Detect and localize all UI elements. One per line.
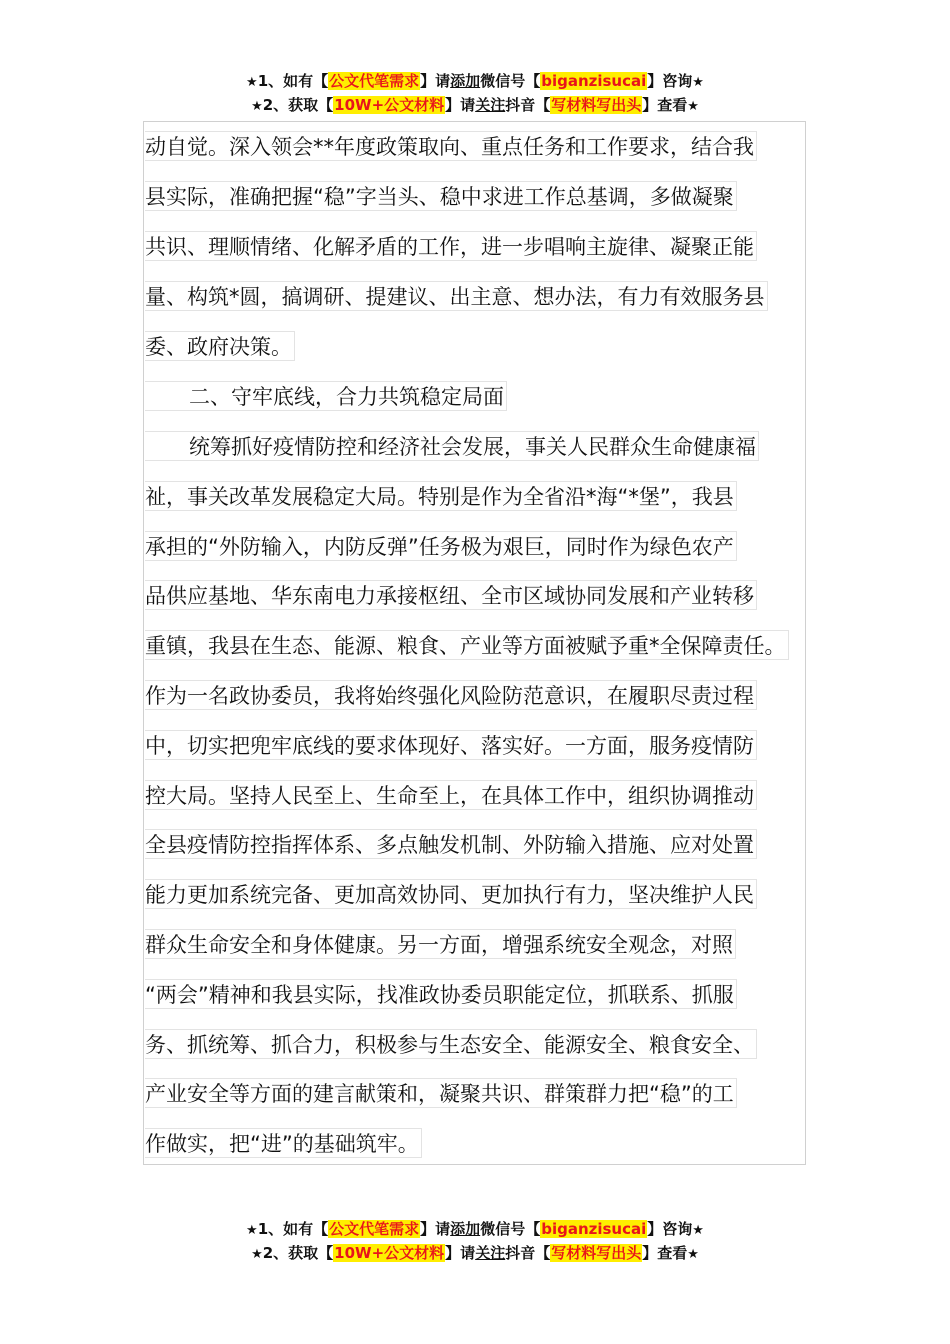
star-icon: ★	[687, 1247, 699, 1262]
star-icon: ★	[251, 99, 263, 114]
banner-line-1	[0, 70, 950, 94]
banner-text: 抖音【	[505, 96, 551, 114]
underlined-text: 添加	[450, 1220, 481, 1238]
banner-line-2	[0, 94, 950, 118]
section-heading: 二、守牢底线，合力共筑稳定局面	[145, 381, 507, 411]
banner-text: 微信号【	[480, 1220, 541, 1238]
body-line: 县实际，准确把握“稳”字当头、稳中求进工作总基调，多做凝聚	[145, 181, 737, 211]
body-line: 作为一名政协委员，我将始终强化风险防范意识，在履职尽责过程	[145, 680, 757, 710]
banner-text: 2、获取【	[262, 1244, 334, 1262]
body-line: 委、政府决策。	[145, 331, 295, 361]
banner-text: 抖音【	[505, 1244, 551, 1262]
highlight-text: 公文代笔需求	[329, 1220, 420, 1238]
douyin-name: 写材料写出头	[551, 1244, 642, 1262]
star-icon: ★	[246, 1223, 258, 1238]
body-line: 共识、理顺情绪、化解矛盾的工作，进一步唱响主旋律、凝聚正能	[145, 231, 757, 261]
body-line: 群众生命安全和身体健康。另一方面，增强系统安全观念，对照	[145, 929, 736, 959]
banner-text: 】请	[420, 72, 451, 90]
body-line: 承担的“外防输入，内防反弹”任务极为艰巨，同时作为绿色农产	[145, 531, 737, 561]
body-line: 全县疫情防控指挥体系、多点触发机制、外防输入措施、应对处置	[145, 829, 757, 859]
banner-line-1	[0, 1218, 950, 1242]
underlined-text: 关注	[475, 96, 506, 114]
wechat-id: biganzisucai	[541, 72, 647, 90]
highlight-text: 公文代笔需求	[329, 72, 420, 90]
body-line: 能力更加系统完备、更加高效协同、更加执行有力，坚决维护人民	[145, 879, 757, 909]
body-line: 控大局。坚持人民至上、生命至上，在具体工作中，组织协调推动	[145, 780, 757, 810]
star-icon: ★	[687, 99, 699, 114]
body-line: 品供应基地、华东南电力承接枢纽、全市区域协同发展和产业转移	[145, 580, 757, 610]
banner-line-2	[0, 1242, 950, 1266]
banner-text: 】请	[420, 1220, 451, 1238]
banner-text: 微信号【	[480, 72, 541, 90]
star-icon: ★	[692, 75, 704, 90]
body-line: 重镇，我县在生态、能源、粮食、产业等方面被赋予重*全保障责任。	[145, 630, 789, 660]
highlight-text: 10W+公文材料	[334, 1244, 445, 1262]
body-line: “两会”精神和我县实际，找准政协委员职能定位，抓联系、抓服	[145, 979, 737, 1009]
banner-text: 】查看	[642, 96, 688, 114]
body-line: 作做实，把“进”的基础筑牢。	[145, 1128, 422, 1158]
banner-text: 】请	[445, 96, 476, 114]
body-line: 务、抓统筹、抓合力，积极参与生态安全、能源安全、粮食安全、	[145, 1029, 757, 1059]
banner-text: 2、获取【	[262, 96, 334, 114]
underlined-text: 关注	[475, 1244, 506, 1262]
banner-text: 】请	[445, 1244, 476, 1262]
top-banner	[0, 70, 950, 118]
highlight-text: 10W+公文材料	[334, 96, 445, 114]
banner-text: 】查看	[642, 1244, 688, 1262]
banner-text: 】咨询	[647, 1220, 693, 1238]
star-icon: ★	[251, 1247, 263, 1262]
body-line: 祉，事关改革发展稳定大局。特别是作为全省沿*海“*堡”，我县	[145, 481, 737, 511]
bottom-banner	[0, 1218, 950, 1266]
body-line: 动自觉。深入领会**年度政策取向、重点任务和工作要求，结合我	[145, 131, 757, 161]
body-line: 量、构筑*圆，搞调研、提建议、出主意、想办法，有力有效服务县	[145, 281, 768, 311]
star-icon: ★	[692, 1223, 704, 1238]
underlined-text: 添加	[450, 72, 481, 90]
banner-text: 1、如有【	[257, 1220, 329, 1238]
body-line: 统筹抓好疫情防控和经济社会发展，事关人民群众生命健康福	[145, 431, 759, 461]
banner-text: 1、如有【	[257, 72, 329, 90]
wechat-id: biganzisucai	[541, 1220, 647, 1238]
body-line: 中，切实把兜牢底线的要求体现好、落实好。一方面，服务疫情防	[145, 730, 757, 760]
banner-text: 】咨询	[647, 72, 693, 90]
star-icon: ★	[246, 75, 258, 90]
douyin-name: 写材料写出头	[551, 96, 642, 114]
body-line: 产业安全等方面的建言献策和，凝聚共识、群策群力把“稳”的工	[145, 1078, 737, 1108]
